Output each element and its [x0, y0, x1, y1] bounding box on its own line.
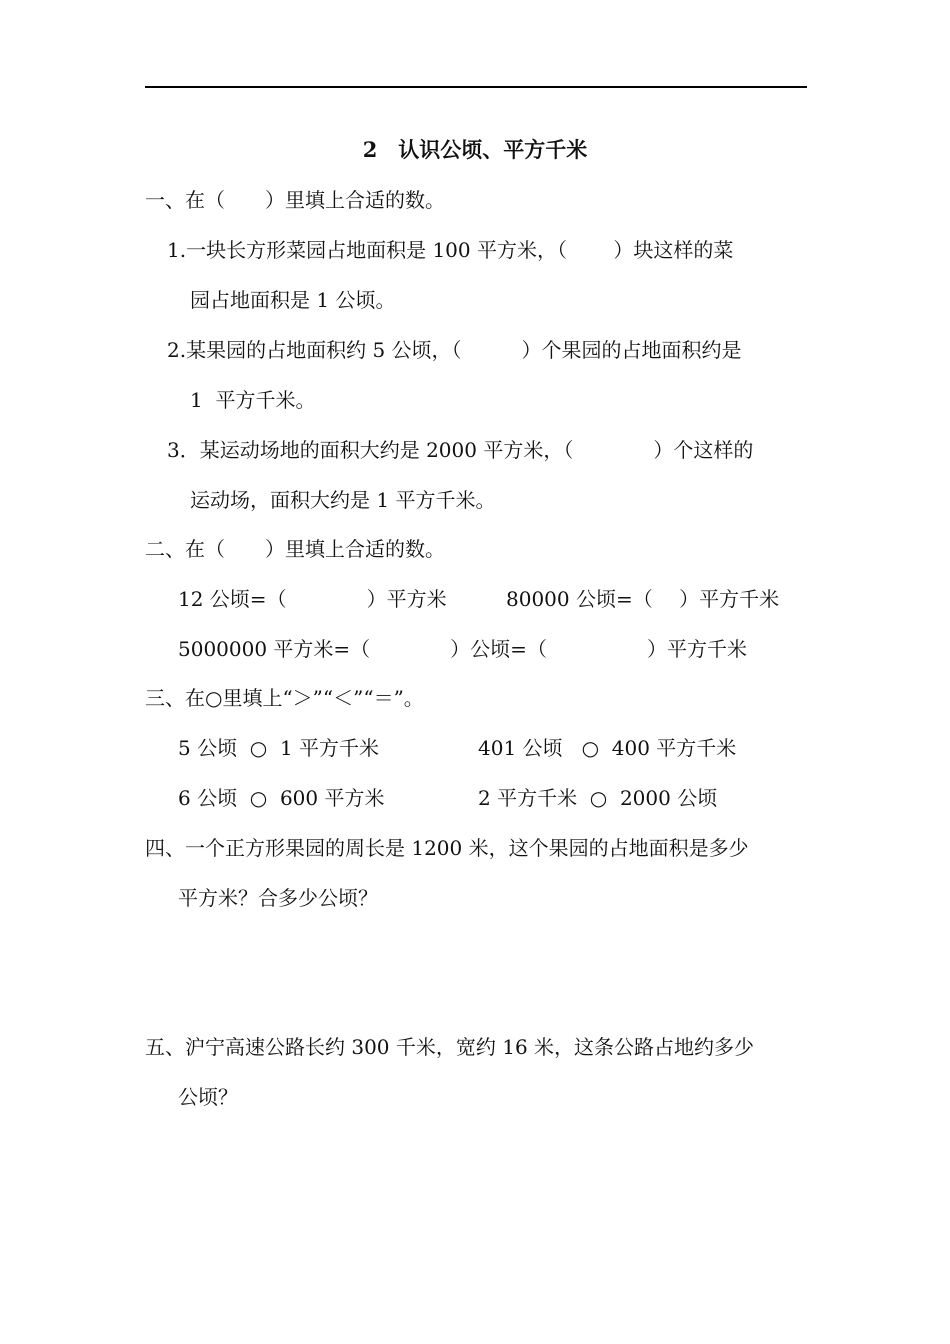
section4-line1: 四、一个正方形果园的周长是 1200 米，这个果园的占地面积是多少 — [145, 836, 749, 860]
section2-heading: 二、在（ ）里填上合适的数。 — [145, 537, 445, 561]
section3-heading: 三、在○里填上“＞”“＜”“＝”。 — [145, 686, 424, 710]
question3-line1: 3．某运动场地的面积大约是 2000 平方米，（ ）个这样的 — [167, 438, 754, 462]
section1-heading: 一、在（ ）里填上合适的数。 — [145, 188, 445, 212]
question2-line1: 2.某果园的占地面积约 5 公顷，（ ）个果园的占地面积约是 — [167, 338, 742, 362]
conversion-row2: 5000000 平方米=（ ）公顷=（ ）平方千米 — [178, 637, 747, 661]
conversion-row1-right: 80000 公顷=（ ）平方千米 — [506, 587, 780, 611]
question1-line1: 1.一块长方形菜园占地面积是 100 平方米，（ ）块这样的菜 — [167, 238, 734, 262]
section5-line2: 公顷？ — [178, 1085, 238, 1109]
question2-line2: 1 平方千米。 — [190, 388, 316, 412]
question3-line2: 运动场，面积大约是 1 平方千米。 — [190, 488, 496, 512]
compare-row2-right: 2 平方千米 ○ 2000 公顷 — [478, 786, 718, 810]
section4-line2: 平方米？合多少公顷？ — [178, 886, 378, 910]
compare-row1-right: 401 公顷 ○ 400 平方千米 — [478, 736, 737, 760]
section5-line1: 五、沪宁高速公路长约 300 千米，宽约 16 米，这条公路占地约多少 — [145, 1035, 755, 1059]
compare-row2-left: 6 公顷 ○ 600 平方米 — [178, 786, 385, 810]
question1-line2: 园占地面积是 1 公顷。 — [190, 288, 396, 312]
header-rule — [145, 86, 807, 88]
conversion-row1-left: 12 公顷=（ ）平方米 — [178, 587, 447, 611]
page-title: 2 认识公顷、平方千米 — [362, 137, 588, 162]
compare-row1-left: 5 公顷 ○ 1 平方千米 — [178, 736, 380, 760]
